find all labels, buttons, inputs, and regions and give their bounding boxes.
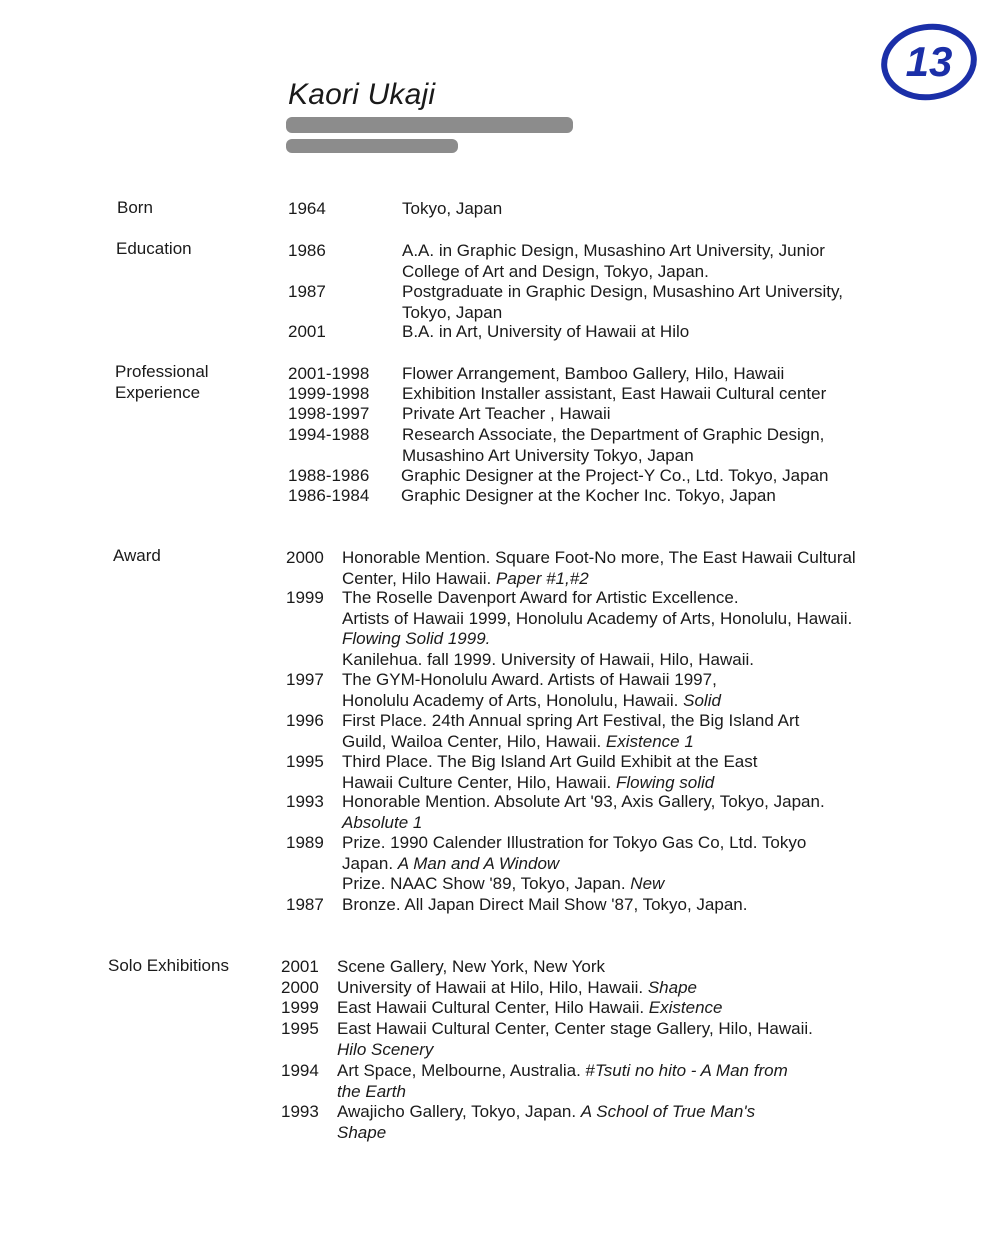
work-title: A School of True Man's xyxy=(580,1102,756,1121)
redacted-address-line-1 xyxy=(286,117,573,133)
entry-text-line xyxy=(342,854,806,875)
entry-text: The GYM-Honolulu Award. Artists of Hawaii 1997, xyxy=(342,670,717,689)
entry-text: Honorable Mention. Square Foot-No more, The East Hawaii Cultural xyxy=(342,548,856,567)
entry-year: 1986-1984 xyxy=(288,486,370,505)
redacted-address-line-2 xyxy=(286,139,458,153)
entry-text: Prize. 1990 Calender Illustration for Tokyo Gas Co, Ltd. Tokyo xyxy=(342,833,807,852)
entry-text: University of Hawaii at Hilo, Hilo, Hawaii. xyxy=(337,978,648,997)
entry-text: Kanilehua. fall 1999. University of Hawaii, Hilo, Hawaii. xyxy=(342,649,754,669)
entry-text: B.A. in Art, University of Hawaii at Hilo xyxy=(402,322,690,341)
entry-text-line xyxy=(337,998,723,1019)
entry-text: Scene Gallery, New York, New York xyxy=(337,957,606,976)
entry-text-line xyxy=(342,569,856,590)
entry-text-line xyxy=(342,732,799,753)
entry-text-line xyxy=(342,874,806,895)
page-number: 13 xyxy=(905,38,953,85)
entry-text-line xyxy=(337,1040,813,1061)
entry-text-line xyxy=(342,711,799,732)
entry-text-line xyxy=(337,978,697,999)
work-title: Shape xyxy=(337,1122,387,1142)
entry-year: 2001 xyxy=(288,322,326,341)
entry-year: 1998-1997 xyxy=(288,404,370,423)
entry-text-line xyxy=(337,1082,788,1103)
entry-text-line xyxy=(342,752,757,773)
work-title: A Man and A Window xyxy=(397,853,560,873)
entry-year: 1994 xyxy=(281,1061,319,1080)
work-title: Paper #1,#2 xyxy=(496,568,589,588)
entry-year: 1999 xyxy=(281,998,319,1017)
entry-text: Musashino Art University Tokyo, Japan xyxy=(402,445,694,465)
entry-year: 1993 xyxy=(286,792,324,811)
entry-text-line xyxy=(342,833,806,854)
entry-text-line xyxy=(342,548,856,569)
entry-year: 1996 xyxy=(286,711,324,730)
entry-text: College of Art and Design, Tokyo, Japan. xyxy=(402,261,709,281)
entry-text-line xyxy=(342,691,721,712)
entry-text: Guild, Wailoa Center, Hilo, Hawaii. xyxy=(342,731,606,751)
entry-text: Graphic Designer at the Kocher Inc. Tokyo, Japan xyxy=(401,486,776,505)
entry-text-line xyxy=(337,1123,755,1144)
entry-year: 2001 xyxy=(281,957,319,976)
entry-text: Honolulu Academy of Arts, Honolulu, Hawaii. xyxy=(342,690,684,710)
entry-text-line xyxy=(337,1019,813,1040)
entry-text: Private Art Teacher , Hawaii xyxy=(402,404,611,423)
work-title: Flowing solid xyxy=(616,772,715,792)
entry-year: 1989 xyxy=(286,833,324,852)
entry-text: Hawaii Culture Center, Hilo, Hawaii. xyxy=(342,772,616,792)
entry-text: Tokyo, Japan xyxy=(402,199,503,218)
entry-text: Artists of Hawaii 1999, Honolulu Academy of Arts, Honolulu, Hawaii. xyxy=(342,608,853,628)
entry-year: 1988-1986 xyxy=(288,466,370,485)
entry-text-line xyxy=(342,650,852,671)
entry-text-line xyxy=(337,1102,755,1123)
entry-text-line xyxy=(342,629,852,650)
section-label-line: Experience xyxy=(115,382,201,402)
entry-text: Honorable Mention. Absolute Art '93, Axis Gallery, Tokyo, Japan. xyxy=(342,792,825,811)
entry-text-line xyxy=(337,957,605,978)
entry-text-line xyxy=(342,588,852,609)
section-label-award: Award xyxy=(113,546,161,565)
entry-text: Prize. NAAC Show '89, Tokyo, Japan. xyxy=(342,874,631,893)
work-title: Shape xyxy=(647,978,697,997)
entry-text-line xyxy=(342,670,721,691)
entry-year: 1987 xyxy=(288,282,326,301)
entry-text-line xyxy=(342,813,825,834)
entry-text: Research Associate, the Department of Graphic Design, xyxy=(402,425,825,444)
entry-text: Bronze. All Japan Direct Mail Show '87, Tokyo, Japan. xyxy=(342,895,748,914)
entry-text: A.A. in Graphic Design, Musashino Art University, Junior xyxy=(402,241,825,260)
work-title: Tsuti no hito - A Man from xyxy=(594,1061,788,1080)
entry-year: 2000 xyxy=(281,978,319,997)
entry-year: 1987 xyxy=(286,895,324,914)
entry-year: 2000 xyxy=(286,548,324,567)
entry-text: Japan. xyxy=(342,853,398,873)
entry-text: Art Space, Melbourne, Australia. # xyxy=(337,1061,595,1080)
page-number-stamp xyxy=(880,22,978,102)
work-title: Existence xyxy=(648,998,723,1017)
entry-year: 1964 xyxy=(288,199,326,218)
entry-year: 2001-1998 xyxy=(288,364,370,383)
entry-text-line xyxy=(342,895,747,916)
entry-text: Tokyo, Japan xyxy=(402,302,503,322)
entry-text: Awajicho Gallery, Tokyo, Japan. xyxy=(337,1102,581,1121)
entry-year: 1995 xyxy=(281,1019,319,1038)
entry-text: East Hawaii Cultural Center, Hilo Hawaii. xyxy=(337,998,649,1017)
entry-year: 1999 xyxy=(286,588,324,607)
work-title: Solid xyxy=(683,690,721,710)
page-number-circle-icon xyxy=(880,22,978,102)
section-label-born: Born xyxy=(117,198,153,217)
resume-name: Kaori Ukaji xyxy=(288,78,436,111)
section-label-line: Professional xyxy=(115,362,209,381)
entry-text: The Roselle Davenport Award for Artistic Excellence. xyxy=(342,588,739,607)
entry-year: 1993 xyxy=(281,1102,319,1121)
entry-year: 1995 xyxy=(286,752,324,771)
entry-text: Flower Arrangement, Bamboo Gallery, Hilo, Hawaii xyxy=(402,364,785,383)
work-title: the Earth xyxy=(337,1081,406,1101)
section-label-solo-exhibitions: Solo Exhibitions xyxy=(108,956,229,975)
section-label-professional-experience xyxy=(115,362,209,403)
entry-year: 1986 xyxy=(288,241,326,260)
work-title: Absolute 1 xyxy=(342,812,423,832)
entry-text: First Place. 24th Annual spring Art Festival, the Big Island Art xyxy=(342,711,800,730)
work-title: Hilo Scenery xyxy=(337,1039,434,1059)
work-title: Existence 1 xyxy=(605,731,694,751)
entry-text-line xyxy=(342,792,825,813)
entry-year: 1997 xyxy=(286,670,324,689)
entry-text: Exhibition Installer assistant, East Hawaii Cultural center xyxy=(402,384,827,403)
entry-text: Third Place. The Big Island Art Guild Exhibit at the East xyxy=(342,752,758,771)
entry-year: 1999-1998 xyxy=(288,384,370,403)
work-title: New xyxy=(630,874,665,893)
section-label-education: Education xyxy=(116,239,192,258)
entry-text-line xyxy=(342,773,757,794)
entry-text: Graphic Designer at the Project-Y Co., Ltd. Tokyo, Japan xyxy=(401,466,829,485)
entry-year: 1994-1988 xyxy=(288,425,370,444)
entry-text-line xyxy=(337,1061,788,1082)
entry-text-line xyxy=(342,609,852,630)
entry-text: East Hawaii Cultural Center, Center stage Gallery, Hilo, Hawaii. xyxy=(337,1019,813,1038)
entry-text: Center, Hilo Hawaii. xyxy=(342,568,497,588)
work-title: Flowing Solid 1999. xyxy=(342,629,491,648)
entry-text: Postgraduate in Graphic Design, Musashino Art University, xyxy=(402,282,843,301)
